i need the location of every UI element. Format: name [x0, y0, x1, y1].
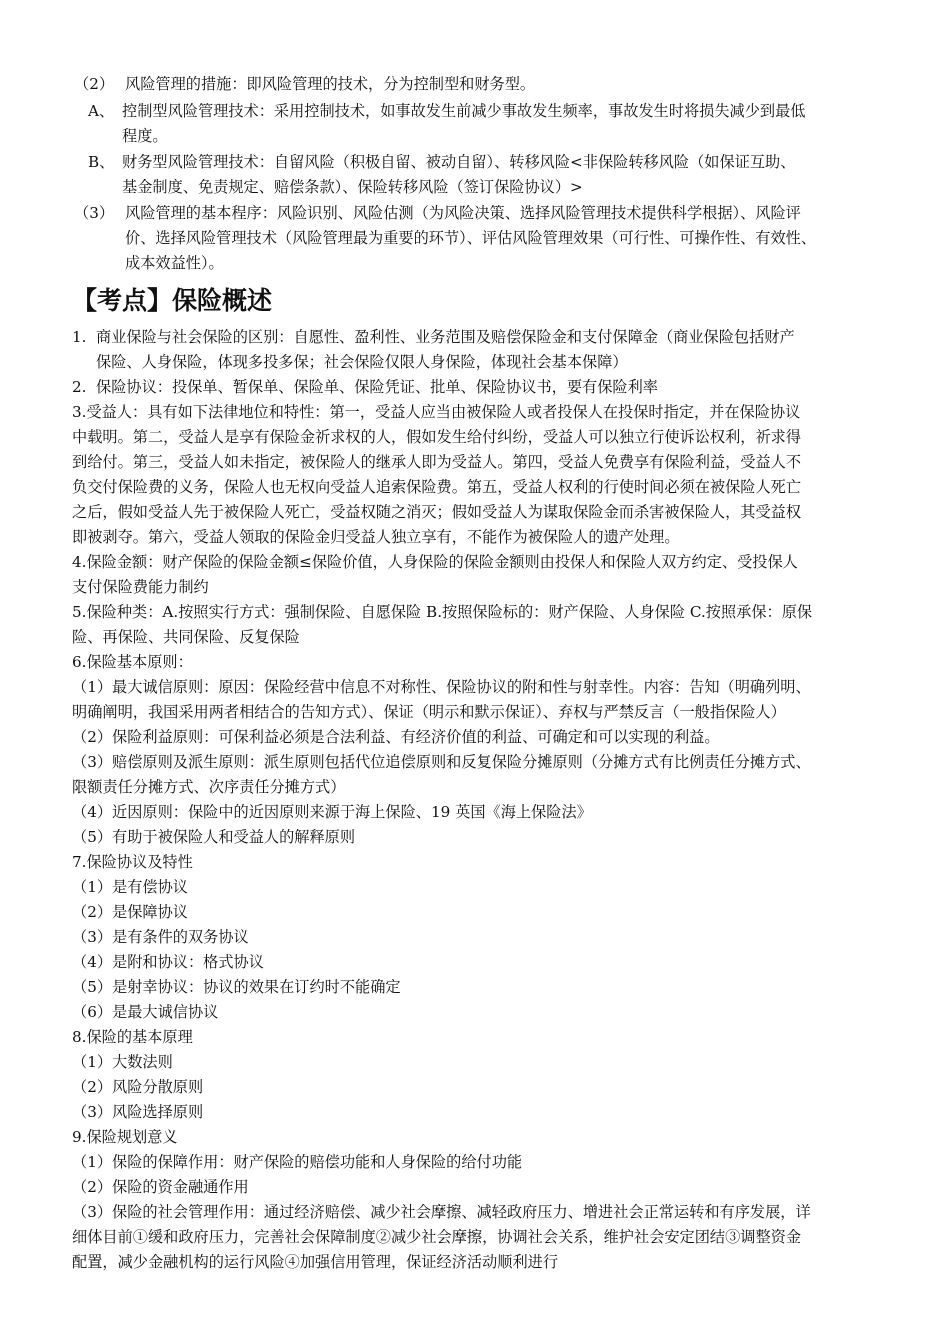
section-heading: 【考点】保险概述: [72, 286, 273, 315]
control-tech-line-2: 程度。: [122, 127, 168, 145]
body-line: 3.受益人：具有如下法律地位和特性：第一，受益人应当由被保险人或者投保人在投保时指定，并在保险协议: [72, 403, 801, 421]
procedure-line-3: 成本效益性）。: [125, 254, 224, 272]
body-line: （4）是附和协议：格式协议: [72, 953, 264, 971]
body-line: 即被剥夺。第六，受益人领取的保险金归受益人独立享有，不能作为被保险人的遗产处理。: [72, 528, 680, 546]
section-2-marker: 2.: [72, 378, 87, 396]
list-marker-3: （3）: [74, 204, 115, 222]
list-marker-2: （2）: [74, 75, 115, 93]
body-line: （2）保险利益原则：可保利益必须是合法利益、有经济价值的利益、可确定和可以实现的利益。: [72, 728, 720, 746]
body-line: 细体目前①缓和政府压力，完善社会保障制度②减少社会摩擦，协调社会关系，维护社会安定团结③调整资金: [72, 1228, 801, 1246]
body-line: （5）是射幸协议：协议的效果在订约时不能确定: [72, 978, 401, 996]
risk-measures-line: 风险管理的措施：即风险管理的技术，分为控制型和财务型。: [125, 75, 536, 93]
body-line: （2）是保障协议: [72, 903, 188, 921]
body-line: （5）有助于被保险人和受益人的解释原则: [72, 828, 356, 846]
body-line: （1）保险的保障作用：财产保险的赔偿功能和人身保险的给付功能: [72, 1153, 523, 1171]
procedure-line-2: 价、选择风险管理技术（风险管理最为重要的环节）、评估风险管理效果（可行性、可操作性、有效性、: [125, 229, 817, 247]
list-marker-b: B、: [88, 153, 115, 171]
body-line: 支付保险费能力制约: [72, 578, 209, 596]
body-line: 4.保险金额：财产保险的保险金额≤保险价值，人身保险的保险金额则由投保人和保险人双方约定、受投保人: [72, 553, 798, 571]
body-line: （6）是最大诚信协议: [72, 1003, 219, 1021]
body-line: 限额责任分摊方式、次序责任分摊方式）: [72, 778, 346, 796]
body-line: 7.保险协议及特性: [72, 853, 193, 871]
body-line: （3）保险的社会管理作用：通过经济赔偿、减少社会摩擦、减轻政府压力、增进社会正常运转和有序发展，详: [72, 1203, 811, 1221]
body-line: 到给付。第三，受益人如未指定，被保险人的继承人即为受益人。第四，受益人免费享有保险利益，受益人不: [72, 453, 801, 471]
body-line: （1）是有偿协议: [72, 878, 188, 896]
body-line: （3）风险选择原则: [72, 1103, 204, 1121]
body-line: 负交付保险费的义务，保险人也无权向受益人追索保险费。第五，受益人权利的行使时间必须在被保险人死亡: [72, 478, 801, 496]
control-tech-line-1: 控制型风险管理技术：采用控制技术，如事故发生前减少事故发生频率，事故发生时将损失减少到最低: [122, 102, 806, 120]
body-line: （2）保险的资金融通作用: [72, 1178, 249, 1196]
section-2-line: 保险协议：投保单、暂保单、保险单、保险凭证、批单、保险协议书，要有保险利率: [96, 378, 658, 396]
body-line: （3）是有条件的双务协议: [72, 928, 249, 946]
body-line: 明确阐明，我国采用两者相结合的告知方式）、保证（明示和默示保证）、弃权与严禁反言（一般指保险人）: [72, 703, 786, 721]
body-line: 5.保险种类：A.按照实行方式：强制保险、自愿保险 B.按照保险标的：财产保险、人身保险 C.按照承保：原保: [72, 603, 813, 621]
body-line: 中载明。第二，受益人是享有保险金祈求权的人，假如发生给付纠纷，受益人可以独立行使诉讼权利，祈求得: [72, 428, 801, 446]
body-line: 8.保险的基本原理: [72, 1028, 193, 1046]
body-line: 险、再保险、共同保险、反复保险: [72, 628, 300, 646]
finance-tech-line-2: 基金制度、免责规定、赔偿条款）、保险转移风险（签订保险协议）>: [122, 178, 583, 196]
body-line: （3）赔偿原则及派生原则：派生原则包括代位追偿原则和反复保险分摊原则（分摊方式有比例责任分摊方式、: [72, 753, 811, 771]
procedure-line-1: 风险管理的基本程序：风险识别、风险估测（为风险决策、选择风险管理技术提供科学根据）、风险评: [125, 204, 801, 222]
body-line: （1）大数法则: [72, 1053, 173, 1071]
body-line: 9.保险规划意义: [72, 1128, 178, 1146]
list-marker-a: A、: [88, 102, 115, 120]
section-1-line-1: 商业保险与社会保险的区别：自愿性、盈利性、业务范围及赔偿保险金和支付保障金（商业保险包括财产: [96, 328, 795, 346]
body-line: （2）风险分散原则: [72, 1078, 204, 1096]
section-1-marker: 1.: [72, 328, 87, 346]
body-line: 配置，减少金融机构的运行风险④加强信用管理，保证经济活动顺利进行: [72, 1253, 558, 1271]
body-line: 之后，假如受益人先于被保险人死亡，受益权随之消灭；假如受益人为谋取保险金而杀害被保险人，其受益权: [72, 503, 801, 521]
finance-tech-line-1: 财务型风险管理技术：自留风险（积极自留、被动自留）、转移风险<非保险转移风险（如保证互助、: [122, 153, 796, 171]
body-line: （4）近因原则：保险中的近因原则来源于海上保险、19 英国《海上保险法》: [72, 803, 592, 821]
body-line: 6.保险基本原则：: [72, 653, 193, 671]
section-1-line-2: 保险、人身保险，体现多投多保；社会保险仅限人身保险，体现社会基本保障）: [96, 353, 628, 371]
body-line: （1）最大诚信原则：原因：保险经营中信息不对称性、保险协议的附和性与射幸性。内容：告知（明确列明、: [72, 678, 811, 696]
